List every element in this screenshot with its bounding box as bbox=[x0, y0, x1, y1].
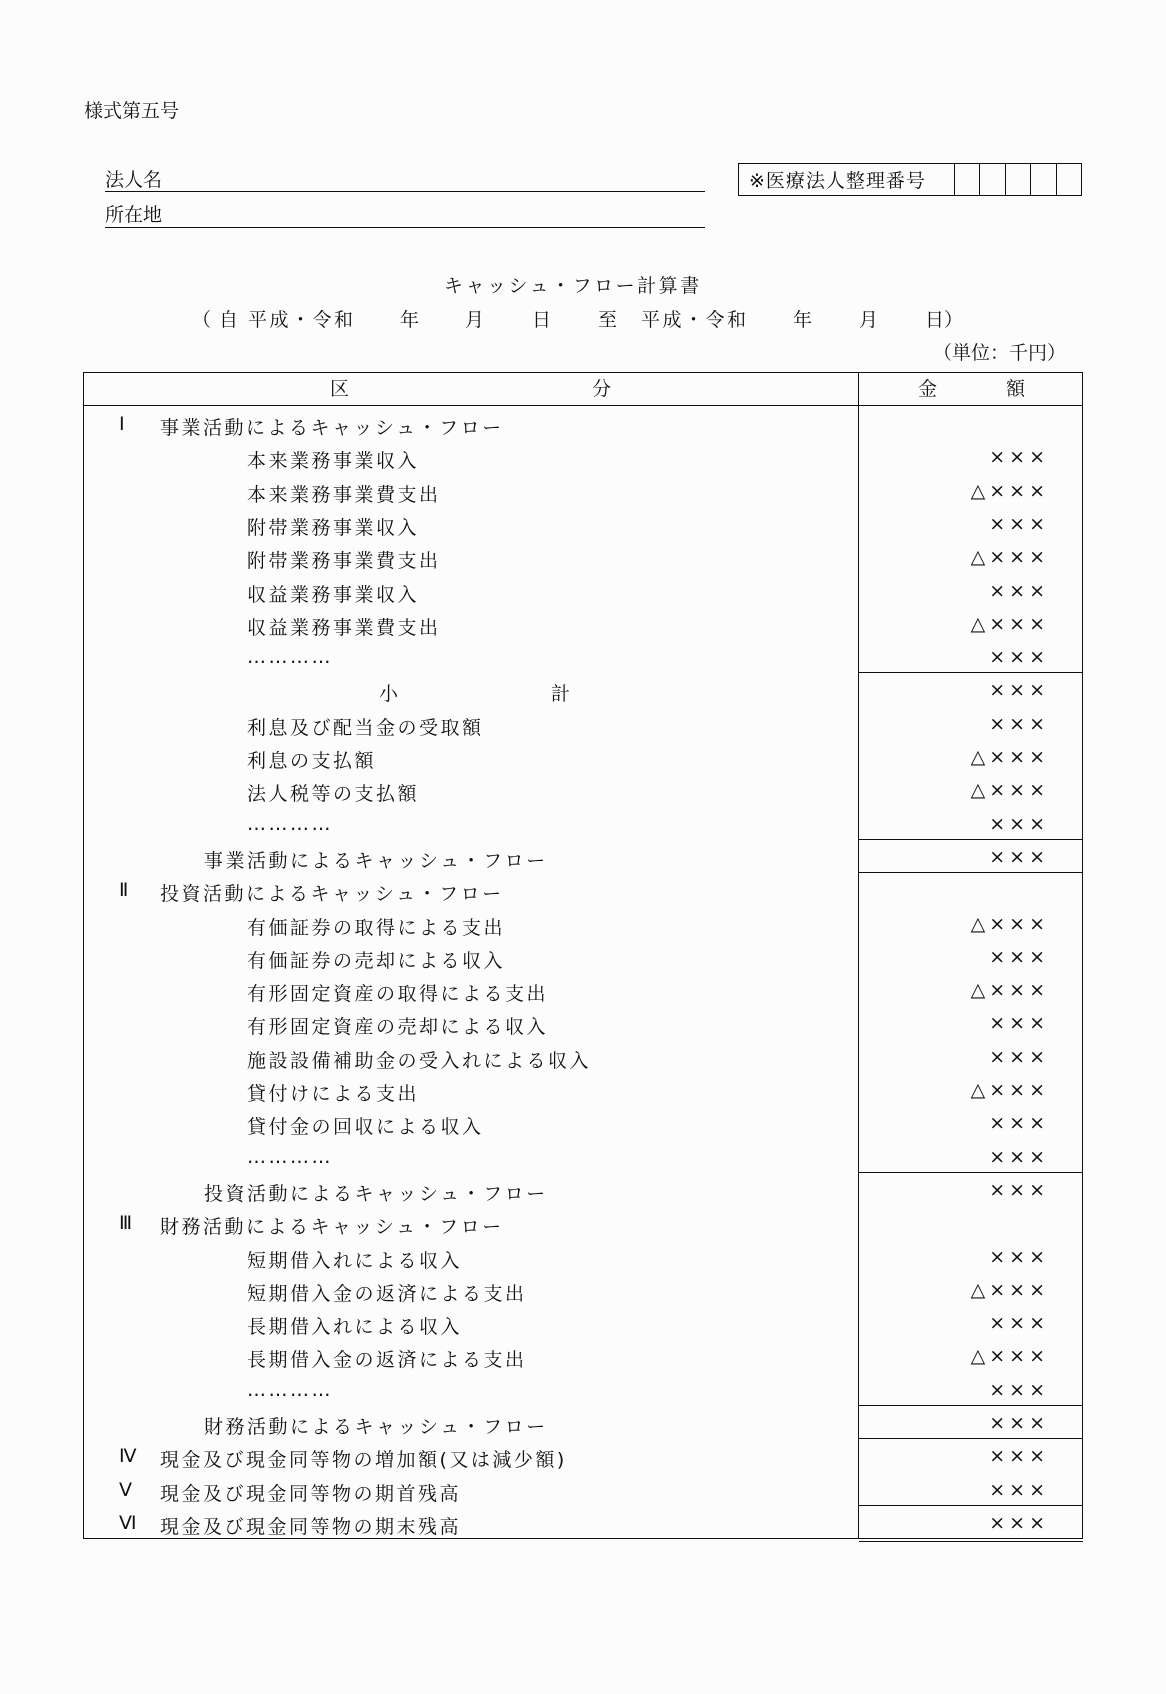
table-row bbox=[83, 1172, 1083, 1205]
period-month-to: 月 bbox=[859, 309, 879, 331]
registry-digit-cell[interactable] bbox=[955, 164, 980, 195]
address-field[interactable] bbox=[105, 227, 705, 228]
row-label: 現金及び現金同等物の期首残高 bbox=[160, 1482, 462, 1505]
period-day-to: 日） bbox=[925, 309, 964, 331]
row-label: 小 計 bbox=[379, 683, 573, 706]
row-label: 附帯業務事業費支出 bbox=[247, 550, 441, 573]
row-label: 有価証券の取得による支出 bbox=[247, 916, 506, 939]
period-year-to: 年 bbox=[793, 309, 813, 331]
row-amount: △××× bbox=[970, 479, 1049, 502]
period-open: （自 bbox=[192, 309, 247, 331]
section-numeral: Ⅲ bbox=[119, 1212, 133, 1235]
table-row bbox=[83, 1472, 1083, 1505]
table-row bbox=[83, 1005, 1083, 1038]
amount-rule bbox=[858, 1438, 1083, 1439]
row-amount: ××× bbox=[989, 579, 1049, 602]
corp-name-label: 法人名 bbox=[105, 169, 163, 191]
row-label: 現金及び現金同等物の増加額(又は減少額) bbox=[160, 1449, 567, 1472]
row-label: ………… bbox=[247, 812, 333, 835]
period-month-from: 月 bbox=[465, 309, 485, 331]
table-row bbox=[83, 1239, 1083, 1272]
period-day-from: 日 bbox=[532, 309, 552, 331]
row-amount: ××× bbox=[989, 1145, 1049, 1168]
row-label: 短期借入金の返済による支出 bbox=[247, 1282, 527, 1305]
row-label: 有形固定資産の売却による収入 bbox=[247, 1016, 549, 1039]
row-amount: ××× bbox=[989, 712, 1049, 735]
row-label: 利息の支払額 bbox=[247, 750, 377, 772]
row-amount: △××× bbox=[970, 979, 1049, 1002]
row-label: 有価証券の売却による収入 bbox=[247, 949, 506, 972]
row-label: 収益業務事業費支出 bbox=[247, 616, 441, 639]
row-label: 本来業務事業費支出 bbox=[247, 483, 441, 506]
row-label: ………… bbox=[247, 1145, 333, 1168]
row-label: ………… bbox=[247, 646, 333, 669]
row-amount: △××× bbox=[970, 912, 1049, 935]
registry-digit-cell[interactable] bbox=[1031, 164, 1056, 195]
row-label: 短期借入れによる収入 bbox=[247, 1249, 463, 1272]
table-row bbox=[83, 406, 1083, 439]
table-row bbox=[83, 839, 1083, 872]
table-row bbox=[83, 772, 1083, 805]
amount-rule bbox=[858, 872, 1083, 873]
table-row bbox=[83, 1039, 1083, 1072]
row-label: 長期借入れによる収入 bbox=[247, 1316, 463, 1339]
row-label: 投資活動によるキャッシュ・フロー bbox=[160, 883, 504, 906]
row-label: 有形固定資産の取得による支出 bbox=[247, 983, 549, 1006]
row-amount: ××× bbox=[989, 1378, 1049, 1401]
amount-rule bbox=[858, 839, 1083, 840]
row-label: 事業活動によるキャッシュ・フロー bbox=[160, 417, 504, 439]
table-row bbox=[83, 1505, 1083, 1538]
table-row bbox=[83, 806, 1083, 839]
row-amount: ××× bbox=[989, 512, 1049, 535]
amount-rule bbox=[858, 1505, 1083, 1506]
table-row bbox=[83, 1305, 1083, 1338]
table-row bbox=[83, 1072, 1083, 1105]
row-label: 利息及び配当金の受取額 bbox=[247, 716, 484, 739]
section-numeral: Ⅴ bbox=[119, 1478, 132, 1501]
table-row bbox=[83, 1205, 1083, 1238]
table-row bbox=[83, 506, 1083, 539]
header-amount-1: 金 bbox=[918, 378, 938, 400]
section-numeral: Ⅳ bbox=[119, 1445, 137, 1468]
table-row bbox=[83, 439, 1083, 472]
row-label: 長期借入金の返済による支出 bbox=[247, 1349, 527, 1372]
row-amount: ××× bbox=[989, 1045, 1049, 1068]
section-numeral: Ⅱ bbox=[119, 879, 129, 902]
row-label: 財務活動によるキャッシュ・フロー bbox=[160, 1216, 504, 1239]
row-label: 施設設備補助金の受入れによる収入 bbox=[247, 1049, 592, 1072]
header-category-1: 区 bbox=[330, 378, 350, 400]
row-amount: ××× bbox=[989, 1112, 1049, 1135]
row-amount: ××× bbox=[989, 1445, 1049, 1468]
row-label: 法人税等の支払額 bbox=[247, 783, 420, 806]
table-row bbox=[83, 1272, 1083, 1305]
row-label: 財務活動によるキャッシュ・フロー bbox=[204, 1416, 548, 1438]
row-label: 本来業務事業収入 bbox=[247, 450, 420, 473]
row-amount: △××× bbox=[970, 746, 1049, 768]
period-era-to: 平成・令和 bbox=[641, 309, 749, 331]
registry-number-box bbox=[738, 163, 1082, 196]
table-row bbox=[83, 606, 1083, 639]
row-label: 現金及び現金同等物の期末残高 bbox=[160, 1515, 462, 1538]
table-row bbox=[83, 939, 1083, 972]
row-amount: △××× bbox=[970, 1345, 1049, 1368]
row-amount: △××× bbox=[970, 1079, 1049, 1101]
row-amount: ××× bbox=[989, 945, 1049, 968]
document-title: キャッシュ・フロー計算書 bbox=[444, 275, 702, 297]
table-row bbox=[83, 539, 1083, 572]
row-amount: ××× bbox=[989, 1012, 1049, 1035]
section-numeral: Ⅰ bbox=[119, 413, 125, 435]
header-category-2: 分 bbox=[592, 378, 612, 400]
row-amount: △××× bbox=[970, 612, 1049, 635]
registry-digit-cell[interactable] bbox=[1057, 164, 1081, 195]
row-amount: ××× bbox=[989, 845, 1049, 868]
row-label: 附帯業務事業収入 bbox=[247, 516, 420, 539]
row-label: ………… bbox=[247, 1378, 333, 1401]
table-row bbox=[83, 1405, 1083, 1438]
row-label: 貸付けによる支出 bbox=[247, 1083, 420, 1105]
row-amount: ××× bbox=[989, 812, 1049, 835]
table-row bbox=[83, 573, 1083, 606]
amount-rule bbox=[858, 1172, 1083, 1173]
table-row bbox=[83, 639, 1083, 672]
table-row bbox=[83, 872, 1083, 905]
table-row bbox=[83, 706, 1083, 739]
double-underline bbox=[859, 1541, 1083, 1542]
table-row bbox=[83, 1372, 1083, 1405]
row-amount: △××× bbox=[970, 779, 1049, 802]
row-label: 貸付金の回収による収入 bbox=[247, 1116, 484, 1139]
registry-digit-cell[interactable] bbox=[1006, 164, 1031, 195]
registry-digit-cell[interactable] bbox=[980, 164, 1005, 195]
table-row bbox=[83, 906, 1083, 939]
amount-rule bbox=[858, 1405, 1083, 1406]
row-amount: ××× bbox=[989, 1312, 1049, 1335]
unit-label: （単位：千円） bbox=[932, 342, 1066, 364]
row-amount: △××× bbox=[970, 1278, 1049, 1301]
row-amount: ××× bbox=[989, 1478, 1049, 1501]
row-amount: ××× bbox=[989, 1245, 1049, 1268]
row-amount: ××× bbox=[989, 1412, 1049, 1434]
amount-rule bbox=[858, 672, 1083, 673]
table-row bbox=[83, 672, 1083, 705]
table-row bbox=[83, 1139, 1083, 1172]
form-number: 様式第五号 bbox=[84, 100, 180, 122]
period-to: 至 bbox=[598, 309, 618, 331]
period-era-from: 平成・令和 bbox=[248, 309, 356, 331]
table-row bbox=[83, 1438, 1083, 1471]
table-row bbox=[83, 739, 1083, 772]
row-amount: ××× bbox=[989, 679, 1049, 702]
row-label: 投資活動によるキャッシュ・フロー bbox=[204, 1182, 548, 1205]
row-amount: ××× bbox=[989, 646, 1049, 669]
address-label: 所在地 bbox=[105, 204, 163, 226]
row-label: 事業活動によるキャッシュ・フロー bbox=[204, 849, 548, 872]
header-amount-2: 額 bbox=[1006, 378, 1026, 400]
table-row bbox=[83, 1338, 1083, 1371]
corp-name-field[interactable] bbox=[105, 191, 705, 192]
registry-number-label: ※医療法人整理番号 bbox=[739, 164, 955, 195]
row-amount: ××× bbox=[989, 1511, 1049, 1534]
period-year-from: 年 bbox=[400, 309, 420, 331]
table-row bbox=[83, 473, 1083, 506]
table-row bbox=[83, 972, 1083, 1005]
section-numeral: Ⅵ bbox=[119, 1511, 137, 1534]
table-row bbox=[83, 1105, 1083, 1138]
row-amount: ××× bbox=[989, 446, 1049, 469]
row-amount: △××× bbox=[970, 546, 1049, 569]
row-label: 収益業務事業収入 bbox=[247, 583, 420, 606]
row-amount: ××× bbox=[989, 1178, 1049, 1201]
